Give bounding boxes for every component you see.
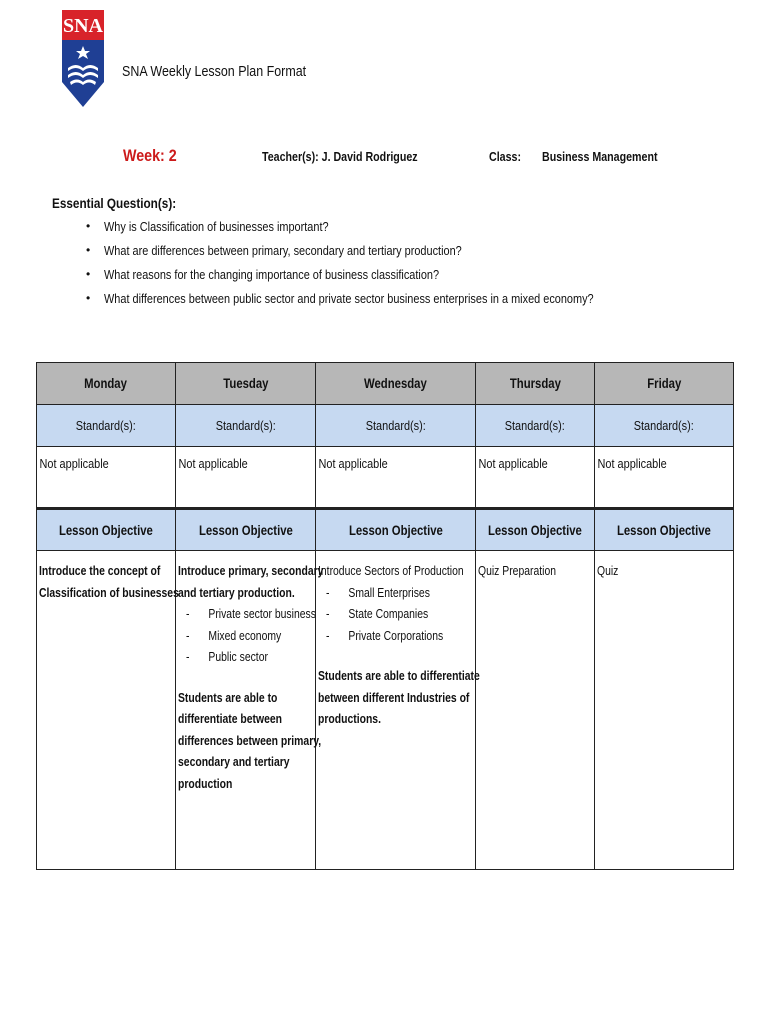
lesson-objective-label: Lesson Objective [595,509,734,551]
essential-questions-heading: Essential Question(s): [52,195,177,211]
list-item: - State Companies [326,606,429,621]
lesson-plan-table [36,362,734,870]
list-item: - Private sector business [186,606,316,621]
list-item: - Public sector [186,649,268,664]
day-header-wednesday: Wednesday [316,363,476,405]
standard-value-tuesday: Not applicable [176,447,316,509]
day-header-tuesday: Tuesday [176,363,316,405]
standards-label: Standard(s): [595,405,734,447]
objective-tuesday: Introduce primary, secondary and tertiary production. - Private sector business - Mixed economy - Public sector Students are able to differentiate between differences between primary, secondary and tertiary production [176,551,316,870]
standards-label: Standard(s): [476,405,595,447]
logo-lettering: SNA [62,15,104,37]
bullet-icon: • [86,267,91,281]
objective-friday: Quiz [595,551,734,870]
week-number: Week: 2 [123,146,177,165]
standard-value-monday: Not applicable [37,447,176,509]
standard-value-thursday: Not applicable [476,447,595,509]
day-header-thursday: Thursday [476,363,595,405]
standards-label: Standard(s): [316,405,476,447]
standards-label: Standard(s): [37,405,176,447]
class-label: Class: [489,149,522,164]
objective-thursday: Quiz Preparation [476,551,595,870]
standards-label-row [37,405,734,447]
day-header-monday: Monday [37,363,176,405]
standard-value-friday: Not applicable [595,447,734,509]
lesson-objective-label: Lesson Objective [316,509,476,551]
lesson-objective-content-row [37,551,734,870]
bullet-icon: • [86,243,91,257]
sna-logo [62,10,104,107]
lesson-objective-label: Lesson Objective [37,509,176,551]
list-item: - Mixed economy [186,627,282,643]
bullet-icon: • [86,219,91,233]
standards-values-row [37,447,734,509]
teacher-name: Teacher(s): J. David Rodriguez [262,149,418,164]
standards-label: Standard(s): [176,405,316,447]
lesson-objective-label: Lesson Objective [176,509,316,551]
lesson-objective-label: Lesson Objective [476,509,595,551]
standard-value-wednesday: Not applicable [316,447,476,509]
document-title: SNA Weekly Lesson Plan Format [122,64,307,80]
list-item: - Small Enterprises [326,584,430,600]
bullet-icon: • [86,291,91,305]
day-header-friday: Friday [595,363,734,405]
objective-monday: Introduce the concept of Classification of businesses [37,551,176,870]
lesson-objective-label-row [37,509,734,551]
class-value: Business Management [542,149,658,164]
objective-wednesday: Introduce Sectors of Production - Small Enterprises - State Companies - Private Corporations Students are able to differentiate between different Industries of productions. [316,551,476,870]
list-item: - Private Corporations [326,627,444,643]
day-header-row [37,363,734,405]
